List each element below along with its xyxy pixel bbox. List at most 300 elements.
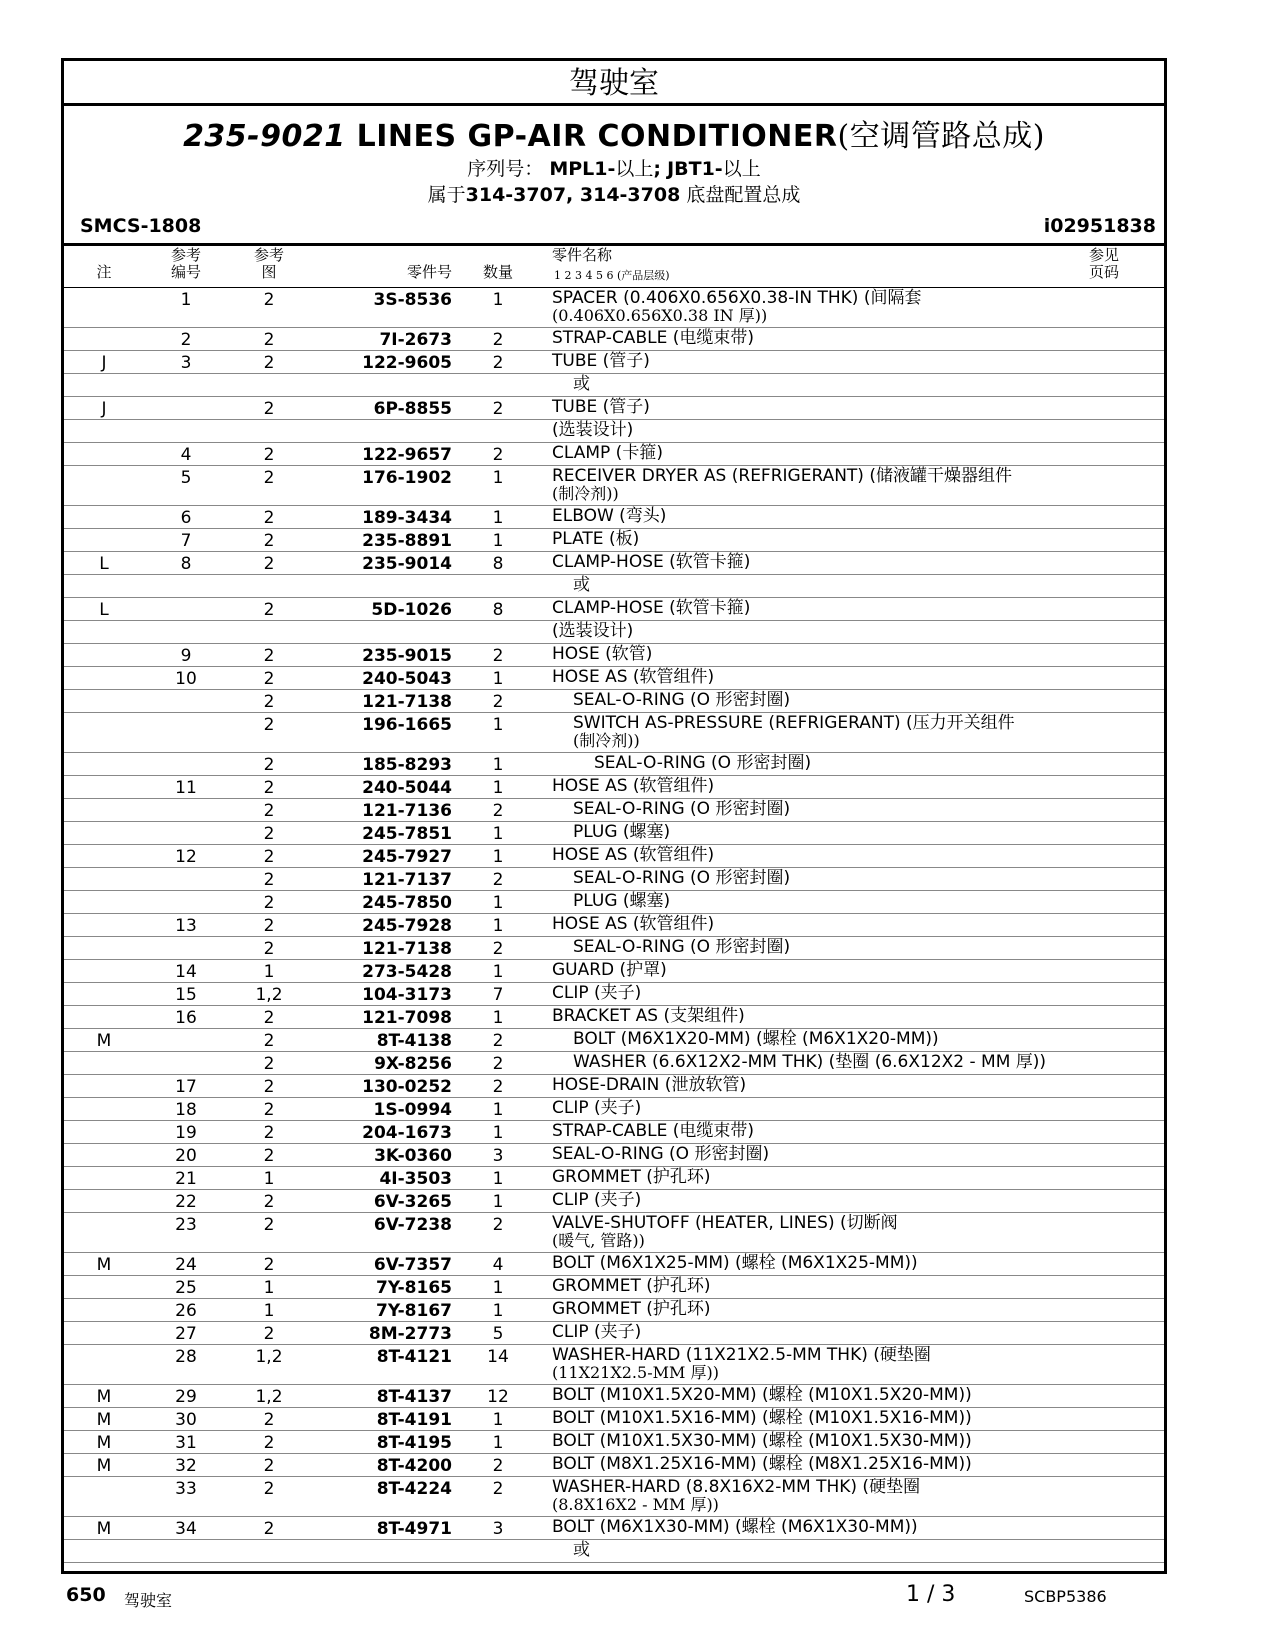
- row-part-name: [552, 1479, 920, 1513]
- row-part-name: [552, 1347, 931, 1381]
- row-part-name-line: (选装设计): [552, 621, 634, 641]
- row-quantity: 1: [492, 715, 504, 735]
- row-note: M: [96, 1456, 112, 1476]
- row-ref-number: 24: [175, 1255, 197, 1275]
- row-figure: 2: [263, 1123, 275, 1143]
- row-part-name: [552, 1410, 972, 1427]
- row-ref-number: 17: [175, 1077, 197, 1097]
- row-part-name-line: PLATE (板): [552, 529, 640, 549]
- table-row: [64, 1322, 1164, 1345]
- row-figure: 2: [263, 1255, 275, 1275]
- row-part-name-line: GROMMET (护孔环): [552, 1276, 711, 1296]
- table-row: [64, 1144, 1164, 1167]
- row-part-number: 6V-7357: [373, 1255, 452, 1275]
- row-part-name: [552, 290, 921, 324]
- row-part-number: 189-3434: [362, 508, 452, 528]
- row-part-number: 8T-4137: [376, 1387, 452, 1407]
- row-part-number: 245-7928: [362, 916, 452, 936]
- row-quantity: 14: [487, 1347, 509, 1367]
- row-part-name-line: HOSE-DRAIN (泄放软管): [552, 1075, 747, 1095]
- row-quantity: 2: [492, 939, 504, 959]
- row-note: J: [101, 399, 107, 419]
- row-part-name-line: BOLT (M10X1.5X30-MM) (螺栓 (M10X1.5X30-MM)): [552, 1431, 972, 1451]
- row-part-number: 121-7138: [362, 939, 452, 959]
- table-row: [64, 690, 1164, 713]
- row-part-number: 8T-4138: [376, 1031, 452, 1051]
- row-part-number: 121-7098: [362, 1008, 452, 1028]
- row-part-name: [573, 893, 670, 910]
- row-quantity: 8: [492, 600, 504, 620]
- row-part-name: [573, 376, 590, 393]
- row-part-name: [573, 1031, 939, 1048]
- table-row: [64, 529, 1164, 552]
- row-part-name: [552, 1008, 745, 1025]
- table-row: [64, 1121, 1164, 1144]
- title-block: [64, 106, 1164, 208]
- table-row: [64, 1052, 1164, 1075]
- table-row: [64, 753, 1164, 776]
- row-part-number: 121-7136: [362, 801, 452, 821]
- row-figure: 2: [263, 1054, 275, 1074]
- row-part-name-line: HOSE AS (软管组件): [552, 776, 715, 796]
- row-part-number: 8T-4121: [376, 1347, 452, 1367]
- row-figure: 2: [263, 1077, 275, 1097]
- row-part-name-line: BOLT (M10X1.5X20-MM) (螺栓 (M10X1.5X20-MM)): [552, 1385, 972, 1405]
- row-quantity: 7: [492, 985, 504, 1005]
- row-part-number: 245-7851: [362, 824, 452, 844]
- row-part-number: 273-5428: [362, 962, 452, 982]
- row-part-name-line: SEAL-O-RING (O 形密封圈): [573, 937, 791, 957]
- row-part-name: [573, 1542, 590, 1559]
- title-name: LINES GP-AIR CONDITIONER: [356, 119, 838, 154]
- row-part-number: 204-1673: [362, 1123, 452, 1143]
- row-figure: 2: [263, 893, 275, 913]
- row-part-name: [552, 1387, 972, 1404]
- row-figure: 2: [263, 290, 275, 310]
- row-part-name-line: TUBE (管子): [552, 397, 650, 417]
- col-fig-top: 参考: [253, 246, 284, 264]
- row-part-name: [552, 531, 639, 548]
- serial-a: MPL1-: [549, 158, 616, 180]
- row-quantity: 4: [492, 1255, 504, 1275]
- row-quantity: 1: [492, 1100, 504, 1120]
- row-part-name-line: CLIP (夹子): [552, 1190, 642, 1210]
- page-title: [64, 118, 1164, 156]
- table-row: [64, 1253, 1164, 1276]
- table-row: [64, 1345, 1164, 1385]
- row-figure: 2: [263, 1192, 275, 1212]
- row-part-name: [552, 1301, 711, 1318]
- row-quantity: 1: [492, 916, 504, 936]
- row-part-name-line: TUBE (管子): [552, 351, 650, 371]
- table-row: [64, 891, 1164, 914]
- row-part-name: [573, 692, 790, 709]
- table-row: [64, 288, 1164, 328]
- row-ref-number: 34: [175, 1519, 197, 1539]
- row-figure: 2: [263, 1008, 275, 1028]
- row-figure: 1: [263, 1278, 275, 1298]
- row-quantity: 1: [492, 1278, 504, 1298]
- row-figure: 2: [263, 468, 275, 488]
- row-part-name: [552, 353, 650, 370]
- row-figure: 2: [263, 1031, 275, 1051]
- row-quantity: 2: [492, 445, 504, 465]
- title-name-cn: (空调管路总成): [837, 119, 1045, 154]
- row-part-number: 104-3173: [362, 985, 452, 1005]
- table-row: [64, 552, 1164, 575]
- row-part-name-line: RECEIVER DRYER AS (REFRIGERANT) (储液罐干燥器组件: [552, 466, 1012, 486]
- row-part-name-line: STRAP-CABLE (电缆束带): [552, 1121, 754, 1141]
- row-figure: 2: [263, 801, 275, 821]
- serial-a-cn: 以上: [615, 158, 654, 180]
- table-row: [64, 1167, 1164, 1190]
- illustration-id: i02951838: [1043, 215, 1156, 237]
- row-figure: 2: [263, 600, 275, 620]
- row-part-number: 6P-8855: [373, 399, 452, 419]
- row-quantity: 2: [492, 1077, 504, 1097]
- table-row: [64, 621, 1164, 644]
- table-row: [64, 1029, 1164, 1052]
- row-part-name: [573, 939, 790, 956]
- row-quantity: 1: [492, 1169, 504, 1189]
- row-figure: 1,2: [255, 985, 283, 1005]
- row-quantity: 1: [492, 531, 504, 551]
- row-note: M: [96, 1387, 112, 1407]
- row-part-name: [552, 1100, 641, 1117]
- row-part-name-line: GUARD (护罩): [552, 960, 667, 980]
- table-row: [64, 466, 1164, 506]
- row-quantity: 1: [492, 1123, 504, 1143]
- table-row: [64, 822, 1164, 845]
- row-part-number: 235-8891: [362, 531, 452, 551]
- row-note: M: [96, 1255, 112, 1275]
- row-ref-number: 33: [175, 1479, 197, 1499]
- row-part-number: 185-8293: [362, 755, 452, 775]
- row-quantity: 2: [492, 1456, 504, 1476]
- row-part-name-line: BOLT (M6X1X30-MM) (螺栓 (M6X1X30-MM)): [552, 1517, 918, 1537]
- row-figure: 2: [263, 692, 275, 712]
- row-ref-number: 4: [180, 445, 192, 465]
- row-figure: 1,2: [255, 1387, 283, 1407]
- row-part-name: [552, 669, 714, 686]
- row-part-number: 6V-3265: [373, 1192, 452, 1212]
- row-part-name: [552, 1215, 898, 1249]
- row-part-name-line: SEAL-O-RING (O 形密封圈): [594, 753, 812, 773]
- row-part-name: [552, 422, 633, 439]
- row-note: J: [101, 353, 107, 373]
- row-ref-number: 3: [180, 353, 192, 373]
- row-part-name: [552, 778, 714, 795]
- row-figure: 2: [263, 1146, 275, 1166]
- row-figure: 2: [263, 1410, 275, 1430]
- row-part-name: [573, 577, 590, 594]
- row-part-name-line: 或: [573, 374, 590, 394]
- row-ref-number: 26: [175, 1301, 197, 1321]
- row-part-name-line2: (制冷剂)): [552, 484, 619, 503]
- row-figure: 2: [263, 1519, 275, 1539]
- table-row: [64, 1098, 1164, 1121]
- row-part-name-line: BOLT (M6X1X20-MM) (螺栓 (M6X1X20-MM)): [573, 1029, 939, 1049]
- table-row: [64, 351, 1164, 374]
- col-part: 零件号: [406, 263, 452, 281]
- row-part-number: 8T-4191: [376, 1410, 452, 1430]
- row-quantity: 1: [492, 1301, 504, 1321]
- table-row: [64, 1213, 1164, 1253]
- table-row: [64, 1385, 1164, 1408]
- table-row: [64, 799, 1164, 822]
- row-part-number: 245-7850: [362, 893, 452, 913]
- row-part-name: [552, 847, 714, 864]
- row-part-name: [552, 1456, 972, 1473]
- col-fig-bottom: 图: [261, 263, 277, 281]
- row-part-name: [573, 715, 1015, 749]
- row-part-name: [552, 1324, 641, 1341]
- parts-table: [64, 288, 1164, 1563]
- footer-doc-id: SCBP5386: [1024, 1587, 1107, 1606]
- row-part-name-line: VALVE-SHUTOFF (HEATER, LINES) (切断阀: [552, 1213, 898, 1233]
- row-part-name-line: WASHER (6.6X12X2-MM THK) (垫圈 (6.6X12X2 - MM 厚)): [573, 1052, 1047, 1072]
- row-part-name: [552, 330, 754, 347]
- row-ref-number: 25: [175, 1278, 197, 1298]
- column-header: [64, 247, 1164, 287]
- smcs-code: SMCS-1808: [80, 215, 202, 237]
- row-part-name-line: 或: [573, 575, 590, 595]
- row-figure: 2: [263, 531, 275, 551]
- table-row: [64, 443, 1164, 466]
- row-part-name: [552, 1433, 972, 1450]
- row-quantity: 12: [487, 1387, 509, 1407]
- row-part-number: 7Y-8165: [375, 1278, 452, 1298]
- row-quantity: 5: [492, 1324, 504, 1344]
- row-part-name: [573, 801, 790, 818]
- row-part-number: 245-7927: [362, 847, 452, 867]
- table-row: [64, 845, 1164, 868]
- row-quantity: 2: [492, 399, 504, 419]
- col-qty: 数量: [482, 263, 513, 281]
- row-part-number: 240-5043: [362, 669, 452, 689]
- row-ref-number: 27: [175, 1324, 197, 1344]
- row-part-number: 1S-0994: [373, 1100, 452, 1120]
- row-quantity: 1: [492, 778, 504, 798]
- col-page-top: 参见: [1088, 246, 1119, 264]
- row-ref-number: 11: [175, 778, 197, 798]
- row-part-number: 121-7137: [362, 870, 452, 890]
- row-figure: 2: [263, 1456, 275, 1476]
- row-part-name: [552, 1077, 746, 1094]
- row-part-name: [552, 1192, 641, 1209]
- table-row: [64, 506, 1164, 529]
- table-row: [64, 1075, 1164, 1098]
- row-ref-number: 20: [175, 1146, 197, 1166]
- row-part-name-line2: (0.406X0.656X0.38 IN 厚)): [552, 306, 768, 325]
- belongs-suffix: 底盘配置总成: [686, 184, 801, 206]
- row-quantity: 2: [492, 1031, 504, 1051]
- row-quantity: 1: [492, 755, 504, 775]
- row-figure: 1: [263, 962, 275, 982]
- row-note: M: [96, 1433, 112, 1453]
- table-row: [64, 1276, 1164, 1299]
- row-part-name: [573, 870, 790, 887]
- row-part-name-line: BOLT (M8X1.25X16-MM) (螺栓 (M8X1.25X16-MM)): [552, 1454, 972, 1474]
- row-part-number: 122-9657: [362, 445, 452, 465]
- row-part-number: 130-0252: [362, 1077, 452, 1097]
- row-part-name-line: CLAMP (卡箍): [552, 443, 663, 463]
- table-row: [64, 713, 1164, 753]
- row-part-name-line2: (暖气, 管路)): [552, 1231, 645, 1250]
- row-part-number: 5D-1026: [371, 600, 452, 620]
- row-note: L: [99, 554, 109, 574]
- row-part-number: 122-9605: [362, 353, 452, 373]
- row-ref-number: 5: [180, 468, 192, 488]
- row-part-name-line: SEAL-O-RING (O 形密封圈): [573, 868, 791, 888]
- row-part-name: [552, 1519, 918, 1536]
- table-row: [64, 397, 1164, 420]
- row-part-name-line: BOLT (M10X1.5X16-MM) (螺栓 (M10X1.5X16-MM)): [552, 1408, 972, 1428]
- row-part-name-line: (选装设计): [552, 420, 634, 440]
- row-ref-number: 22: [175, 1192, 197, 1212]
- serial-label: 序列号：: [467, 158, 544, 180]
- row-part-number: 8T-4200: [376, 1456, 452, 1476]
- table-row: [64, 1408, 1164, 1431]
- row-part-name-line2: (8.8X16X2 - MM 厚)): [552, 1495, 719, 1514]
- row-part-name-line: PLUG (螺塞): [573, 822, 671, 842]
- row-part-name-line: CLIP (夹子): [552, 1098, 642, 1118]
- row-quantity: 1: [492, 824, 504, 844]
- row-part-name-line: SEAL-O-RING (O 形密封圈): [573, 799, 791, 819]
- row-part-name-line: HOSE AS (软管组件): [552, 845, 715, 865]
- row-quantity: 1: [492, 893, 504, 913]
- row-ref-number: 30: [175, 1410, 197, 1430]
- row-ref-number: 31: [175, 1433, 197, 1453]
- row-part-number: 6V-7238: [373, 1215, 452, 1235]
- row-part-name-line: BRACKET AS (支架组件): [552, 1006, 745, 1026]
- row-figure: 2: [263, 1215, 275, 1235]
- row-part-name-line: GROMMET (护孔环): [552, 1299, 711, 1319]
- row-quantity: 1: [492, 669, 504, 689]
- serial-line: [64, 156, 1164, 182]
- row-part-name-line: CLAMP-HOSE (软管卡箍): [552, 552, 751, 572]
- footer-section: 驾驶室: [124, 1591, 173, 1610]
- row-figure: 1,2: [255, 1347, 283, 1367]
- row-part-name-line: WASHER-HARD (11X21X2.5-MM THK) (硬垫圈: [552, 1345, 931, 1365]
- row-quantity: 2: [492, 1479, 504, 1499]
- row-quantity: 1: [492, 468, 504, 488]
- row-ref-number: 13: [175, 916, 197, 936]
- belongs-line: [64, 182, 1164, 208]
- row-part-name: [552, 623, 633, 640]
- belongs-parts: 314-3707, 314-3708: [465, 184, 681, 206]
- table-row: [64, 420, 1164, 443]
- row-part-name-line: GROMMET (护孔环): [552, 1167, 711, 1187]
- row-part-name-line: ELBOW (弯头): [552, 506, 667, 526]
- table-row: [64, 1477, 1164, 1517]
- row-figure: 2: [263, 669, 275, 689]
- table-row: [64, 1299, 1164, 1322]
- row-ref-number: 8: [180, 554, 192, 574]
- row-part-name: [552, 985, 641, 1002]
- row-part-name-line: 或: [573, 1540, 590, 1560]
- row-ref-number: 32: [175, 1456, 197, 1476]
- table-row: [64, 1454, 1164, 1477]
- row-ref-number: 10: [175, 669, 197, 689]
- row-part-name-line: PLUG (螺塞): [573, 891, 671, 911]
- row-quantity: 3: [492, 1519, 504, 1539]
- row-part-name: [552, 1146, 769, 1163]
- row-ref-number: 7: [180, 531, 192, 551]
- serial-sep: ;: [653, 158, 662, 180]
- row-ref-number: 15: [175, 985, 197, 1005]
- row-figure: 2: [263, 715, 275, 735]
- row-part-name: [552, 600, 750, 617]
- row-figure: 2: [263, 847, 275, 867]
- row-figure: 2: [263, 646, 275, 666]
- row-part-name: [552, 554, 750, 571]
- row-part-name: [552, 1123, 754, 1140]
- table-row: [64, 960, 1164, 983]
- row-part-number: 8T-4195: [376, 1433, 452, 1453]
- row-ref-number: 18: [175, 1100, 197, 1120]
- table-row: [64, 937, 1164, 960]
- row-part-name: [552, 1278, 711, 1295]
- row-ref-number: 21: [175, 1169, 197, 1189]
- row-part-name: [594, 755, 811, 772]
- row-quantity: 2: [492, 330, 504, 350]
- row-part-number: 3S-8536: [373, 290, 452, 310]
- row-part-number: 8T-4971: [376, 1519, 452, 1539]
- title-part-number: 235-9021: [183, 119, 346, 154]
- row-quantity: 1: [492, 847, 504, 867]
- row-part-name-line: HOSE AS (软管组件): [552, 914, 715, 934]
- row-part-name: [552, 1169, 711, 1186]
- row-ref-number: 19: [175, 1123, 197, 1143]
- row-part-number: 176-1902: [362, 468, 452, 488]
- row-ref-number: 1: [180, 290, 192, 310]
- col-page-bottom: 页码: [1088, 263, 1119, 281]
- row-ref-number: 2: [180, 330, 192, 350]
- row-quantity: 1: [492, 290, 504, 310]
- row-note: L: [99, 600, 109, 620]
- table-row: [64, 1190, 1164, 1213]
- row-part-name: [552, 962, 667, 979]
- row-part-name: [552, 445, 663, 462]
- table-row: [64, 1540, 1164, 1563]
- row-part-name-line: CLAMP-HOSE (软管卡箍): [552, 598, 751, 618]
- table-row: [64, 575, 1164, 598]
- row-figure: 2: [263, 445, 275, 465]
- row-quantity: 1: [492, 508, 504, 528]
- row-part-name: [552, 1255, 918, 1272]
- row-figure: 2: [263, 1324, 275, 1344]
- table-row: [64, 667, 1164, 690]
- row-figure: 2: [263, 554, 275, 574]
- col-levels: 1 2 3 4 5 6 (产品层级): [554, 269, 670, 282]
- row-part-name: [552, 508, 666, 525]
- row-quantity: 1: [492, 962, 504, 982]
- row-quantity: 2: [492, 353, 504, 373]
- row-quantity: 2: [492, 1215, 504, 1235]
- col-ref-bottom: 编号: [170, 263, 201, 281]
- row-part-number: 7I-2673: [379, 330, 452, 350]
- row-ref-number: 16: [175, 1008, 197, 1028]
- table-row: [64, 1006, 1164, 1029]
- row-figure: 2: [263, 1479, 275, 1499]
- header-divider: [64, 243, 1164, 246]
- row-figure: 2: [263, 755, 275, 775]
- row-part-name: [552, 399, 650, 416]
- col-name: 零件名称: [552, 246, 613, 264]
- row-ref-number: 14: [175, 962, 197, 982]
- serial-b: JBT1-: [667, 158, 723, 180]
